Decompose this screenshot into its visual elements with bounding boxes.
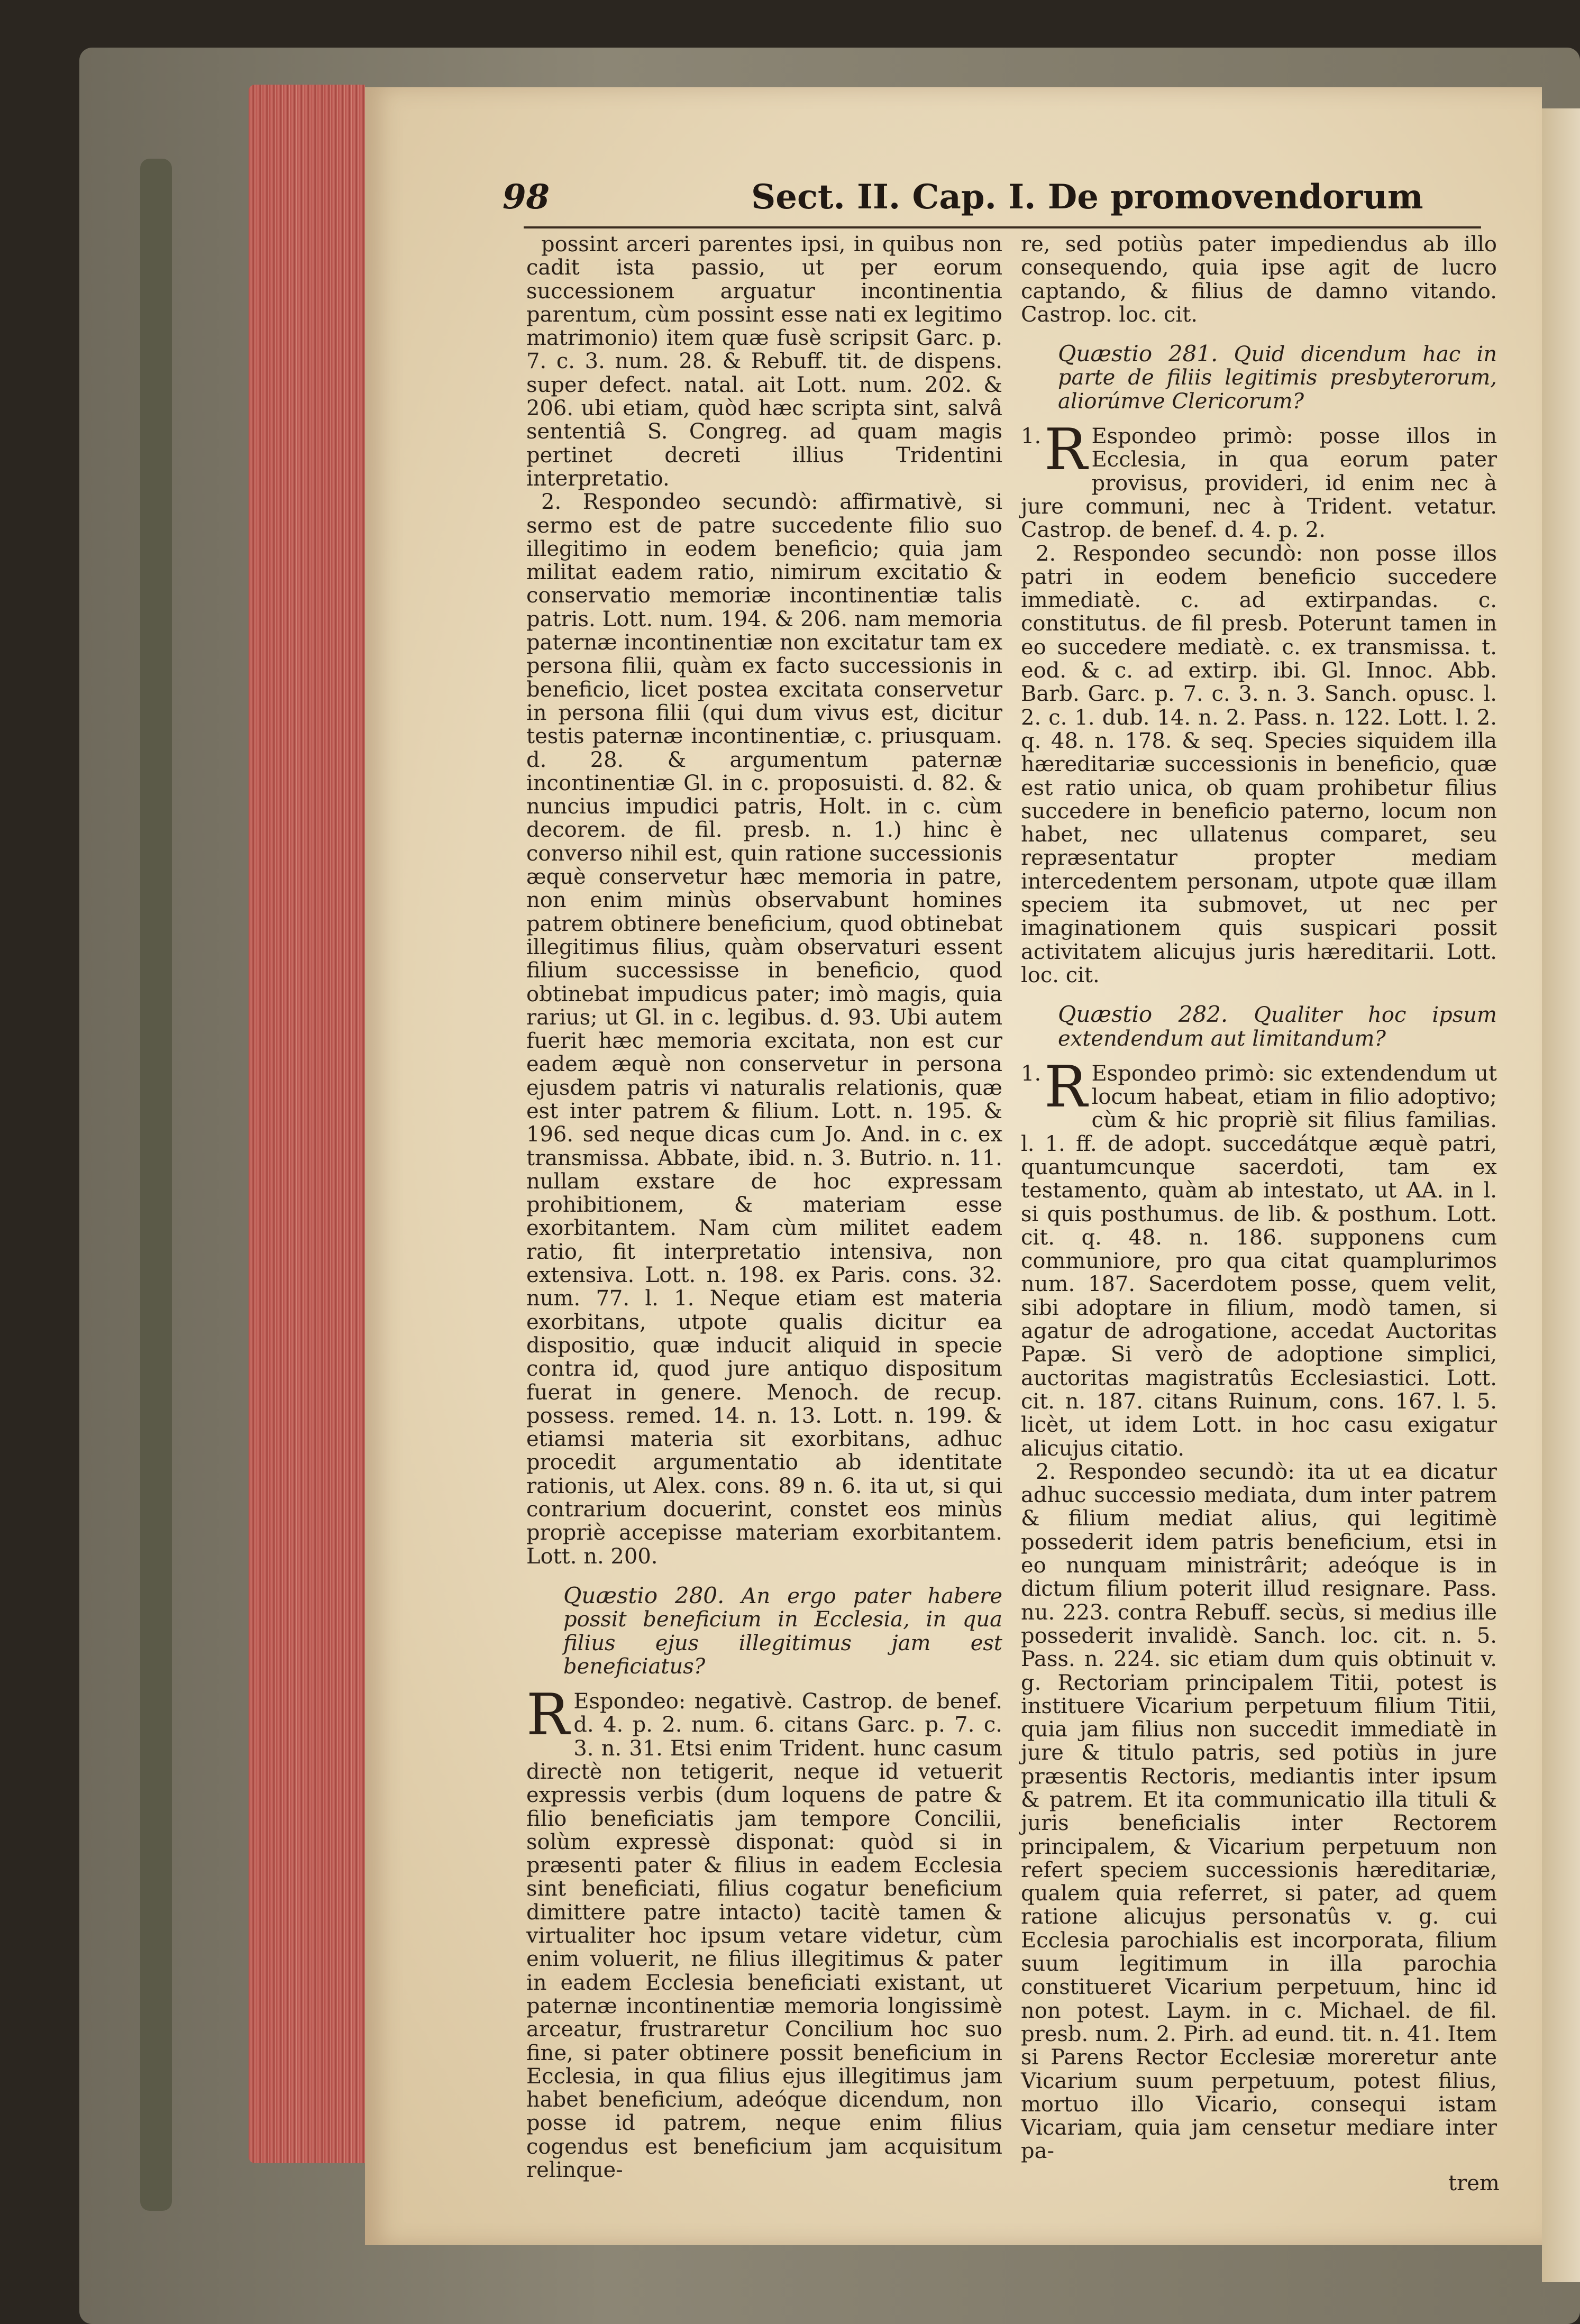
body-paragraph: possint arceri parentes ipsi, in quibus non cadit ista passio, ut per eorum successionem arguatur incontinentia parentum, cùm possint esse nati ex legitimo matrimonio) item quæ fusè scripsit Garc. p. 7. c. 3. num. 28. & Rebuff. tit. de dispens. super defect. natal. ait Lott. num. 202. & 206. ubi etiam, quòd hæc scripta sint, salvâ sententiâ S. Congreg. ad quam magis pertinet decreti illius Tridentini interpretatio. bbox=[526, 232, 1002, 491]
body-paragraph: 2. Respondeo secundò: ita ut ea dicatur adhuc successio mediata, dum inter patrem & filium mediat alius, qui legitimè possederit idem patris beneficium, etsi in eo nunquam ministrârit; adeóque is in dictum filium poterit illud resignare. Pass. nu. 223. contra Rebuff. secùs, si medius ille possederit invalidè. Sanch. loc. cit. n. 5. Pass. n. 224. sic etiam dum quis obtinuit v. g. Rectoriam principalem Titii, potest is instituere Vicarium perpetuum filium Titii, quia jam filius non succedit immediatè in jure & titulo patris, sed potiùs in jure præsentis Rectoris, mediantis inter ipsum & patrem. Et ita communicatio illa tituli & juris beneficialis inter Rectorem principalem, & Vicarium perpetuum non refert speciem successionis hæreditariæ, qualem quia referret, si pater, ad quem ratione alicujus personatûs v. g. cui Ecclesia parochialis est incorporata, filium suum legitimum in illa parochia constitueret Vicarium perpetuum, hinc id non potest. Laym. in c. Michael. de fil. presb. num. 2. Pirh. ad eund. tit. n. 41. Item si Parens Rector Ecclesiæ moreretur ante Vicarium suum perpetuum, potest filius, mortuo illo Vicario, consequi istam Vicariam, quia jam censetur mediare inter pa- bbox=[1021, 1459, 1497, 2164]
response-text: Espondeo primò: posse illos in Ecclesia, in qua eorum pater provisus, provideri, id enim nec à jure communi, nec à Trident. vetatur. Castrop. de benef. d. 4. p. 2. bbox=[1021, 424, 1497, 543]
catchword: trem bbox=[1448, 2171, 1500, 2195]
left-column bbox=[526, 233, 1002, 2182]
facing-page-edge bbox=[1542, 108, 1580, 2282]
paragraph-number: 1. bbox=[1021, 1061, 1042, 1086]
question-text: Qualiter hoc ipsum extendendum aut limitandum? bbox=[1058, 1003, 1497, 1051]
drop-cap: R bbox=[526, 1682, 570, 1749]
response-text: Espondeo: negativè. Castrop. de benef. d. 4. p. 2. num. 6. citans Garc. p. 7. c. 3. n. 31. Etsi enim Trident. hunc casum directè non tetigerit, neque id vetuerit expressis verbis (dum loquens de patre & filio beneficiatis jam tempore Concilii, solùm expressè disponat: quòd si in præsenti pater & filius in eadem Ecclesia sint beneficiati, filius cogatur beneficium dimittere patre intacto) tacitè tamen & virtualiter hoc ipsum vetare videtur, cùm enim voluerit, ne filius illegitimus & pater in eadem Ecclesia beneficiati existant, ut paternæ incontinentiæ memoria longissimè arceatur, frustraretur Concilium hoc suo fine, si pater obtinere possit beneficium in Ecclesia, in qua filius ejus illegitimus jam habet beneficium, adeóque dicendum, non posse id patrem, neque enim filius cogendus est beneficium jam acquisitum relinque- bbox=[526, 1689, 1002, 2183]
drop-cap: R bbox=[1044, 417, 1088, 483]
question-text: Quid dicendum hac in parte de filiis legitimis presbyterorum, aliorúmve Clericorum? bbox=[1058, 342, 1497, 414]
question-text: An ergo pater habere possit beneficium in Ecclesia, in qua filius ejus illegitimus jam est beneficiatus? bbox=[563, 1584, 1002, 1679]
body-paragraph: 2. Respondeo secundò: non posse illos patri in eodem beneficio succedere immediatè. c. ad extirpandas. c. constitutus. de fil presb. Poterunt tamen in eo succedere mediatè. c. ex transmissa. t. eod. & c. ad extirp. ibi. Gl. Innoc. Abb. Barb. Garc. p. 7. c. 3. n. 3. Sanch. opusc. l. 2. c. 1. dub. 14. n. 2. Pass. n. 122. Lott. l. 2. q. 48. n. 178. & seq. Species siquidem illa hæreditariæ successionis in beneficio, quæ est ratio unica, ob quam prohibetur filius succedere in beneficio paterno, locum non habet, nec ullatenus comparet, seu repræsentatur propter mediam intercedentem personam, utpote quæ illam speciem ita submovet, ut nec per imaginationem quis suspicari possit activitatem alicujus juris hæreditarii. Lott. loc. cit. bbox=[1021, 541, 1497, 987]
header-rule bbox=[524, 226, 1481, 228]
body-paragraph: re, sed potiùs pater impediendus ab illo consequendo, quia ipse agit de lucro captando, & filius de damno vitando. Castrop. loc. cit. bbox=[1021, 232, 1497, 327]
spine-edge bbox=[140, 159, 172, 2211]
page-number: 98 bbox=[503, 177, 550, 217]
right-column bbox=[1021, 233, 1497, 2163]
paragraph-number: 1. bbox=[1021, 424, 1042, 449]
response-paragraph bbox=[526, 1682, 1002, 2183]
question-label: Quæstio 282. bbox=[1058, 1001, 1228, 1028]
response-text: Espondeo primò: sic extendendum ut locum habeat, etiam in filio adoptivo; cùm & hic propriè sit filius familias. l. 1. ff. de adopt. succedátque æquè patri, quantumcunque sacerdoti, tam ex testamento, quàm ab intestato, ut AA. in l. si quis posthumus. de lib. & posthum. Lott. cit. q. 48. n. 186. supponens cum communiore, pro qua citat quamplurimos num. 187. Sacerdotem posse, quem velit, sibi adoptare in filium, modò tamen, si agatur de adrogatione, accedat Auctoritas Papæ. Si verò de adoptione simplici, auctoritas magistratûs Ecclesiastici. Lott. cit. n. 187. citans Ruinum, cons. 167. l. 5. licèt, ut idem Lott. in hoc casu exigatur alicujus citatio. bbox=[1021, 1061, 1497, 1461]
question-label: Quæstio 281. bbox=[1058, 341, 1218, 367]
page-header bbox=[503, 177, 1508, 230]
response-paragraph bbox=[1021, 417, 1497, 543]
red-page-edges bbox=[249, 85, 365, 2163]
drop-cap: R bbox=[1044, 1054, 1088, 1120]
response-paragraph bbox=[1021, 1054, 1497, 1461]
question-label: Quæstio 280. bbox=[563, 1582, 725, 1608]
question-heading bbox=[526, 1584, 1002, 1678]
question-heading bbox=[1021, 1003, 1497, 1050]
body-paragraph: 2. Respondeo secundò: affirmativè, si sermo est de patre succedente filio suo illegitimo in eodem beneficio; quia jam militat eadem ratio, nimirum excitatio & conservatio memoriæ incontinentiæ talis patris. Lott. num. 194. & 206. nam memoria paternæ incontinentiæ non excitatur tam ex persona filii, quàm ex facto successionis in beneficio, licet postea excitata conservetur in persona filii (qui dum vivus est, dicitur testis paternæ incontinentiæ, c. priusquam. d. 28. & argumentum paternæ incontinentiæ Gl. in c. proposuisti. d. 82. & nuncius impudici patris, Holt. in c. cùm decorem. de fil. presb. n. 1.) hinc è converso nihil est, quin ratione successionis æquè conservetur hæc memoria in patre, non enim minùs observabunt homines patrem obtinere beneficium, quod obtinebat illegitimus filius, quàm observaturi essent filium successisse in beneficio, quod obtinebat impudicus pater; imò magis, quia rarius; ut Gl. in c. legibus. d. 93. Ubi autem fuerit hæc memoria excitata, non est cur eadem æquè non conservetur in persona ejusdem patris vi naturalis relationis, quæ est inter patrem & filium. Lott. n. 195. & 196. sed neque dicas cum Jo. And. in c. ex transmissa. Abbate, ibid. n. 3. Butrio. n. 11. nullam exstare de hoc expressam prohibitionem, & materiam esse exorbitantem. Nam cùm militet eadem ratio, fit interpretatio intensiva, non extensiva. Lott. n. 198. ex Paris. cons. 32. num. 77. l. 1. Neque etiam est materia exorbitans, utpote qualis dicitur ea dispositio, quæ inducit aliquid in specie contra id, quod jure antiquo dispositum fuerat in genere. Menoch. de recup. possess. remed. 14. n. 13. Lott. n. 199. & etiamsi materia sit exorbitans, adhuc procedit argumentatio ab identitate rationis, ut Alex. cons. 89 n. 6. ita ut, si qui contrarium docuerint, constet eos minùs propriè accepisse materiam exorbitantem. Lott. n. 200. bbox=[526, 490, 1002, 1569]
running-head: Sect. II. Cap. I. De promovendorum bbox=[751, 177, 1423, 217]
question-heading bbox=[1021, 342, 1497, 413]
